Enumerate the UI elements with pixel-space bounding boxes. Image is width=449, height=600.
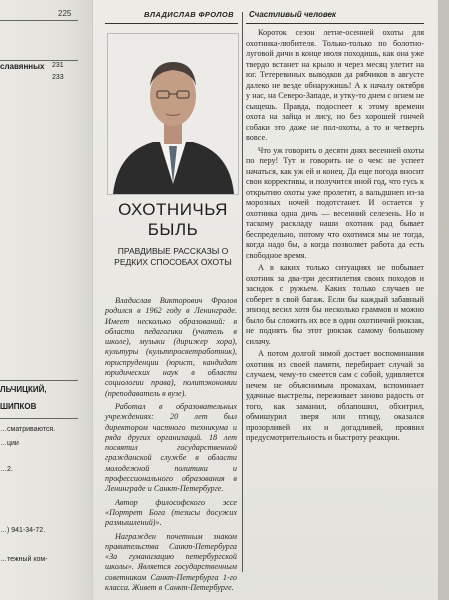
article-title: ОХОТНИЧЬЯ БЫЛЬ — [118, 200, 228, 239]
bio-paragraph: Работал в образовательных учреждениях: 20 лет был директором частного техникума и ряда других организаций. 18 лет посвятил государственной гражданской службе в области молодежной политики и профессионального образования в Ленинграде и Санкт-Петербурге. — [105, 401, 237, 494]
back-page-line: славянных — [0, 62, 45, 71]
next-page-edge — [438, 0, 449, 600]
bio-paragraph: Награжден почетным знаком правительства Санкт-Петербурга «За гуманизацию петербургской школы». Является государственным советником Санкт-Петербурга 1-го класса. Живет в Санкт-Петербурге. — [105, 531, 237, 593]
story-paragraph: Короток сезон летне-осенней охоты для охотника-любителя. Только-только по болотно-луговой дичи в конце июля походишь, как она уже твердо встанет на крыло и через месяц улетит на юг. Тетеревиных выводков да рябчиков в августе далеко не везде обнаружишь! А к началу октября у нас, на Северо-Западе, и утку-то днем с огнем не сыщешь. Правда, подоспеет к этому времени охота на зайца и лису, но без хорошей гончей собаки это даже не пол-охоты, а то и четверть вовсе. — [246, 28, 424, 142]
back-page-number: 225 — [58, 9, 72, 18]
author-bio — [105, 296, 237, 596]
back-rule — [0, 20, 78, 21]
author-portrait-image — [108, 34, 238, 194]
author-column — [105, 10, 238, 24]
story-header: Счастливый человек — [249, 10, 336, 19]
back-rule — [0, 60, 78, 61]
back-page-line: …) 941-34-72. — [0, 527, 46, 534]
back-page-line: …2. — [0, 466, 13, 473]
back-page-number: 233 — [52, 74, 64, 81]
story-column — [246, 10, 424, 446]
back-page-line: …ции — [0, 440, 19, 447]
back-rule — [0, 418, 78, 419]
author-photo — [107, 33, 239, 195]
previous-page — [0, 0, 92, 600]
back-page-line: ЛЬЧИЦКИЙ, — [0, 385, 47, 394]
back-page-line: …сматриваются. — [0, 426, 56, 433]
article-subtitle: ПРАВДИВЫЕ РАССКАЗЫ О РЕДКИХ СПОСОБАХ ОХОТЫ — [114, 246, 232, 267]
story-paragraph: А в каких только ситуациях не побывает охотник за два-три десятилетия своих походов и засидок с ружьем. Каких только случаев не соберет в свой багаж. Если бы каждый забавный эпизод весил хотя бы несколько граммов и можно было бы сложить их все в один охотничий рюкзак, не поднять бы этот рюкзак самому большому силачу. — [246, 263, 424, 346]
article-page — [93, 0, 438, 600]
bio-paragraph: Владислав Викторович Фролов родился в 1962 году в Ленинграде. Имеет несколько образований: в области педагогики (учитель в школе), музыки (дирижер хора), культуры (культпросветработник), юриспруденции (юрист, кандидат юридических наук в области социологии права), политэкономии (преподаватель в вузе). — [105, 296, 237, 398]
column-divider — [242, 12, 243, 572]
header-rule — [105, 23, 238, 24]
story-paragraph: Что уж говорить о десяти днях весенней охоты по перу! Тут и говорить не о чем: не успеет начаться, как уж ей и конец. Да еще погода вносит свои коррективы, и получится иной год, что гусь к открытию охоты уже пролетит, а вальдшнеп из-за морозных ночей подотстанет. И остается у охотника одна дичь — весенний селезень. Но и таскому раскладу наши охотник рад бывает беспредельно, потому что охотимся мы не тогда, когда надо бы, а когда позволяет работа да есть свободное время. — [246, 145, 424, 260]
story-paragraph: А потом долгой зимой достает воспоминания охотник из своей памяти, перебирает случай за случаем, чему-то смеется сам с собой, удивляется нечем не объяснимым промахам, вспоминает удачные выстрелы, переживает заново радость от того, как заманил, облапошил, обхитрил, обмишурил зверя или птицу, оказался прозорливей их и догадливей, проявил предусмотрительность и быстроту реакции. — [246, 349, 424, 442]
back-page-line: …тежный ком- — [0, 556, 48, 563]
story-text — [246, 28, 424, 444]
bio-paragraph: Автор философского эссе «Портрет Бога (тезисы досужих размышлений)». — [105, 497, 237, 528]
back-rule — [0, 380, 78, 381]
back-page-line: ШИПКОВ — [0, 402, 37, 411]
back-page-number: 231 — [52, 62, 64, 69]
author-header: ВЛАДИСЛАВ ФРОЛОВ — [144, 10, 234, 19]
header-rule — [246, 23, 424, 24]
